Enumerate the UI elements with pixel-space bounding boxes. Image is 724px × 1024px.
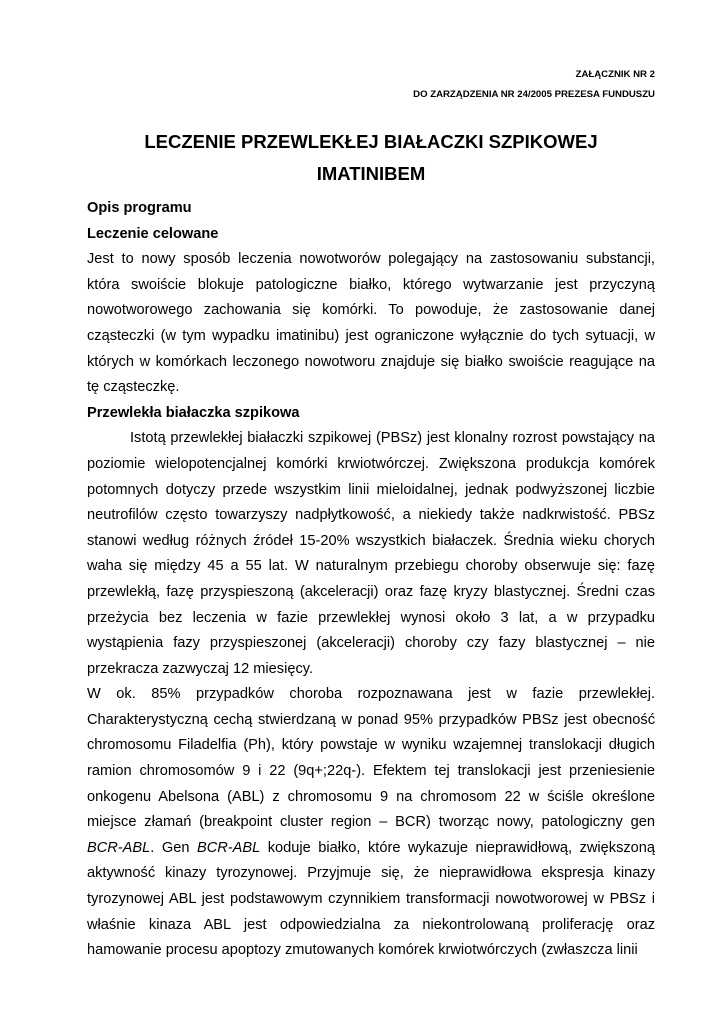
section-heading-opis: Opis programu (87, 200, 192, 216)
annex-number: ZAŁĄCZNIK NR 2 (575, 69, 655, 80)
ordinance-reference: DO ZARZĄDZENIA NR 24/2005 PREZESA FUNDUSZU (413, 89, 655, 100)
document-title-line-2: IMATINIBEM (316, 163, 426, 184)
paragraph-pbsz-1: Istotą przewlekłej białaczki szpikowej (PBSz) jest klonalny rozrost powstający na poziomie wielopotencjalnej komórki krwiotwórczej. Zwiększona produkcja komórek potomnych dotyczy przede wszystkim linii mieloidalnej, jednak podwyższonej liczbie neutrofilów często towarzyszy nadpłytkowość, a niekiedy także nadkrwistość. PBSz stanowi według różnych źródeł 15-20% wszystkich białaczek. Średnia wieku chorych waha się między 45 a 55 lat. W naturalnym przebiegu choroby obserwuje się: fazę przewlekłą, fazę przyspieszoną (akceleracji) oraz fazę kryzy blastycznej. Średni czas przeżycia bez leczenia w fazie przewlekłej wynosi około 3 lat, a w przypadku wystąpienia fazy przyspieszonej (akceleracji) choroby czy fazy blastycznej – nie przekracza zazwyczaj 12 miesięcy. (87, 430, 655, 677)
paragraph-pbsz-2-part-b: . Gen (150, 839, 197, 856)
gene-name: BCR-ABL (196, 839, 261, 856)
paragraph-celowane: Jest to nowy sposób leczenia nowotworów polegający na zastosowaniu substancji, która swoiście blokuje patologiczne białko, którego wytwarzanie jest przyczyną nowotworowego zachowania się komórki. To powoduje, że zastosowanie danej cząsteczki (w tym wypadku imatinibu) jest ograniczone wyłącznie do tych sytuacji, w których w komórkach leczonego nowotworu znajduje się białko swoiście reagujące na tę cząsteczkę. (87, 251, 655, 396)
paragraph-pbsz-2-part-c: koduje białko, które wykazuje nieprawidłową, zwiększoną aktywność kinazy tyrozynowej. Przyjmuje się, że nieprawidłowa ekspresja kinazy tyrozynowej ABL jest podstawowym czynnikiem transformacji nowotworowej w PBSz i właśnie kinaza ABL jest odpowiedzialna za niekontrolowaną proliferację oraz hamowanie procesu apoptozy zmutowanych komórek krwiotwórczych (zwłaszcza linii (87, 839, 656, 959)
document-title-line-1: LECZENIE PRZEWLEKŁEJ BIAŁACZKI SZPIKOWEJ (144, 131, 598, 152)
paragraph-pbsz-2 (87, 682, 655, 964)
gene-name: BCR-ABL (87, 839, 151, 856)
section-heading-celowane: Leczenie celowane (87, 225, 219, 242)
section-heading-pbsz: Przewlekła białaczka szpikowa (87, 404, 300, 421)
document-body (87, 196, 655, 964)
paragraph-pbsz-2-part-a: W ok. 85% przypadków choroba rozpoznawana jest w fazie przewlekłej. Charakterystyczną cechą stwierdzaną w ponad 95% przypadków PBSz jest obecność chromosomu Filadelfia (Ph), który powstaje w wyniku wzajemnej translokacji długich ramion chromosomów 9 i 22 (9q+;22q-). Efektem tej translokacji jest przeniesienie onkogenu Abelsona (ABL) z chromosomu 9 na chromosom 22 w ściśle określone miejsce złamań (breakpoint cluster region – BCR) tworząc nowy, patologiczny gen (87, 686, 655, 831)
